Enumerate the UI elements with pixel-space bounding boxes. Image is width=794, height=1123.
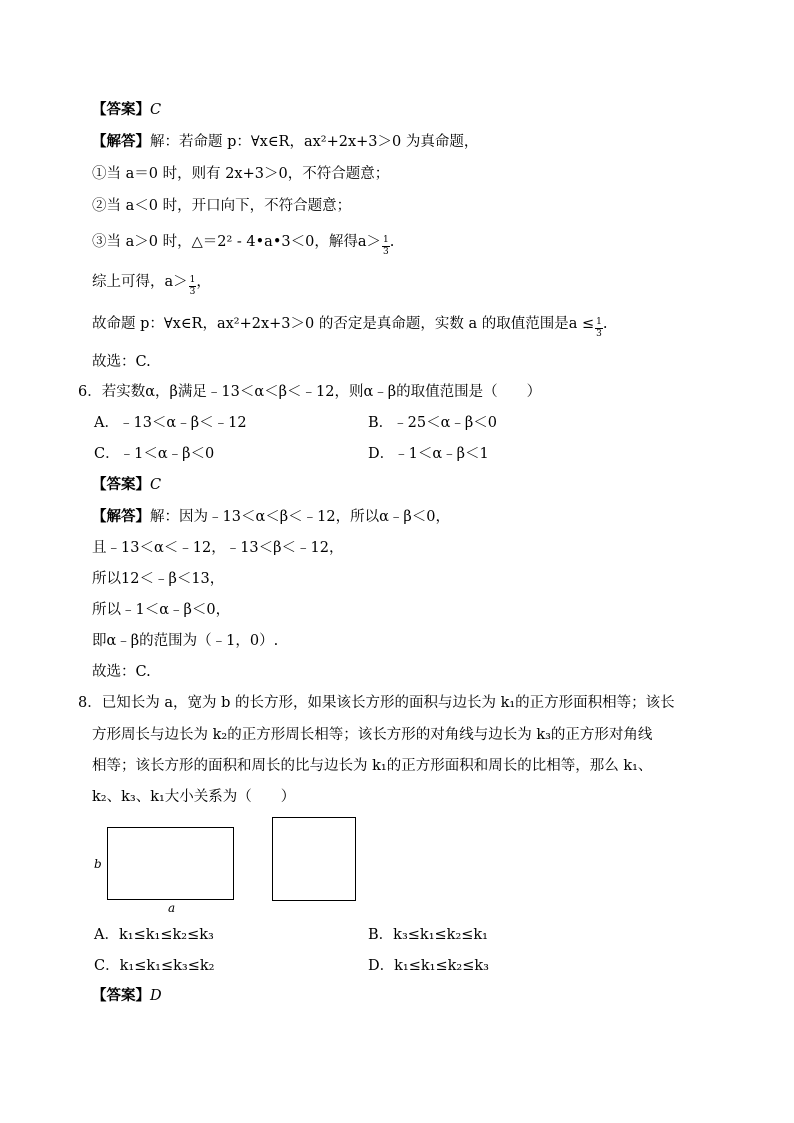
q5-solution-intro xyxy=(92,132,478,152)
q5-answer: C xyxy=(150,102,162,118)
rectangle-height-label: b xyxy=(94,857,102,871)
q8-option-c: C．k₁≤k₁≤k₃≤k₂ xyxy=(94,958,215,974)
fraction-one-third: $\frac{1}{3}$ xyxy=(189,275,196,297)
q5-summary: 综上可得，a＞ $\frac{1}{3}$ ， xyxy=(92,274,211,297)
q6-answer: C xyxy=(150,477,162,493)
fraction-one-third: $\frac{1}{3}$ xyxy=(596,317,602,339)
q8-stem-line-4: k₂、k₃、k₁大小关系为（ ） xyxy=(92,789,296,805)
q6-answer-line xyxy=(92,475,161,495)
q5-case3-text: ③当 a＞0 时，△＝2² - 4•a•3＜0，解得a＞ xyxy=(92,234,381,250)
q6-option-a: A．﹣13＜α﹣β＜﹣12 xyxy=(94,415,247,431)
q5-case3: ③当 a＞0 时，△＝2² - 4•a•3＜0，解得a＞ $\frac{1}{3}$ . xyxy=(92,234,395,257)
q5-choose: 故选：C. xyxy=(92,354,151,370)
q6-option-b: B．﹣25＜α﹣β＜0 xyxy=(368,415,498,431)
answer-tag: 【答案】 xyxy=(92,987,150,1004)
q8-stem-line-3: 相等；该长方形的面积和周长的比与边长为 k₁的正方形面积和周长的比相等，那么 k₁、 xyxy=(92,758,653,774)
rectangle-shape xyxy=(107,827,234,900)
q6-stem: 6．若实数α，β满足﹣13＜α＜β＜﹣12，则α﹣β的取值范围是（ ） xyxy=(78,384,542,400)
solution-tag: 【解答】 xyxy=(92,133,150,150)
answer-tag: 【答案】 xyxy=(92,476,150,493)
rectangle-width-label: a xyxy=(168,901,176,915)
q8-stem-line-2: 方形周长与边长为 k₂的正方形周长相等；该长方形的对角线与边长为 k₃的正方形对角线 xyxy=(92,727,653,743)
q6-step-2: 且﹣13＜α＜﹣12，﹣13＜β＜﹣12， xyxy=(92,540,344,556)
q6-step-6: 故选：C. xyxy=(92,664,151,680)
fraction-one-third: $\frac{1}{3}$ xyxy=(382,235,389,257)
q5-case1: ①当 a＝0 时，则有 2x+3＞0，不符合题意； xyxy=(92,166,390,182)
answer-tag: 【答案】 xyxy=(92,101,150,118)
q6-option-d: D．﹣1＜α﹣β＜1 xyxy=(368,446,489,462)
q6-option-c: C．﹣1＜α﹣β＜0 xyxy=(94,446,215,462)
q5-negation-text: 故命题 p：∀x∈R，ax²+2x+3＞0 的否定是真命题，实数 a 的取值范围是a ≤ xyxy=(92,316,595,332)
q8-answer: D xyxy=(150,988,162,1004)
q8-option-d: D．k₁≤k₁≤k₂≤k₃ xyxy=(368,958,489,974)
q5-answer-line xyxy=(92,100,161,120)
q8-stem-line-1: 8．已知长为 a，宽为 b 的长方形，如果该长方形的面积与边长为 k₁的正方形面积相等；该长 xyxy=(78,695,675,711)
solution-tag: 【解答】 xyxy=(92,508,150,525)
q8-option-b: B．k₃≤k₁≤k₂≤k₁ xyxy=(368,927,489,943)
q6-step-5: 即α﹣β的范围为（﹣1，0）. xyxy=(92,633,279,649)
q8-answer-line xyxy=(92,986,162,1006)
q8-option-a: A．k₁≤k₁≤k₂≤k₃ xyxy=(94,927,214,943)
q6-step-1: 【解答】解：因为﹣13＜α＜β＜﹣12，所以α﹣β＜0， xyxy=(92,508,450,525)
q5-negation: 故命题 p：∀x∈R，ax²+2x+3＞0 的否定是真命题，实数 a 的取值范围是a ≤ $\frac{1}{3}$ . xyxy=(92,316,608,339)
square-shape xyxy=(272,817,356,901)
q5-sol-intro: 解：若命题 p：∀x∈R，ax²+2x+3＞0 为真命题， xyxy=(150,134,479,150)
q6-step-4: 所以﹣1＜α﹣β＜0， xyxy=(92,602,231,618)
q6-step-3: 所以12＜﹣β＜13， xyxy=(92,571,225,587)
q5-summary-text: 综上可得，a＞ xyxy=(92,274,188,290)
q5-case2: ②当 a＜0 时，开口向下，不符合题意； xyxy=(92,198,352,214)
